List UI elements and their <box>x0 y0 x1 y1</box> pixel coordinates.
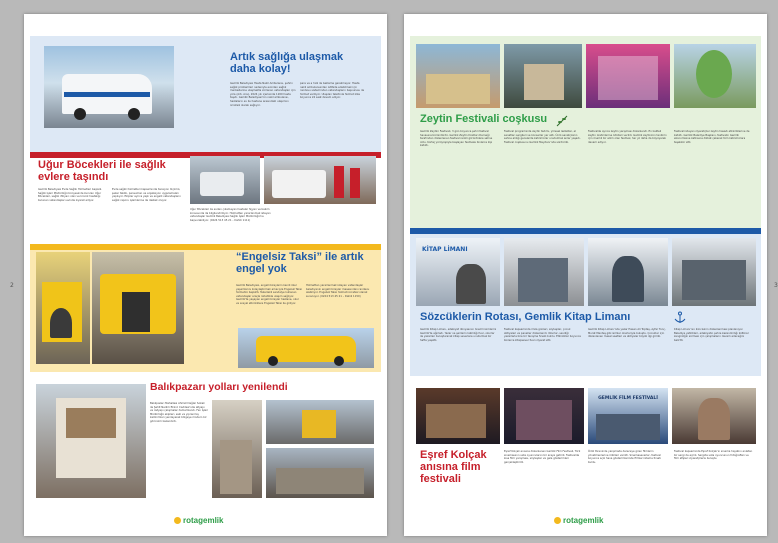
olive-photo-2 <box>504 44 582 108</box>
left-page <box>10 14 387 536</box>
olive-festival-section <box>410 36 761 228</box>
film-photo-1 <box>416 388 500 444</box>
film-title: Eşref Kolçak anısına film festivali <box>420 449 487 485</box>
roads-photo-4 <box>266 448 374 498</box>
olive-text-col3: Festivalde ayrıca zeytin yarışması düzenlendi. En kaliteli zeytin üreticilerine ödülleri verildi. Gemlik zeytininin tanıtımı için önemli bir adım olan festival, her yıl daha da büyüyerek devam ediyor. <box>588 130 667 144</box>
roads-photo-2 <box>212 400 262 498</box>
roads-photo-1 <box>36 384 146 498</box>
ambulance-text-col1: Gemlik Belediyesi Hasta Nakil Ambulansı, şehrin sağlık problemleri nedeniyle evinden sağlık merkezlerine ulaşmakta zorlanan vatandaşları için yola çıktı. Araç, 2024 yılı içerisinde 1200 hasta taşıdı. Gemlik Belediyesi'nin nakil ambulansı, hastaların ev ile hastane arasındaki ulaşımını ücretsiz olarak sağlıyor. <box>230 82 296 107</box>
home-health-title: Uğur Böcekleri ile sağlık evlere taşındı <box>38 159 166 183</box>
book-photo-4 <box>672 238 756 306</box>
taxi-text-col2: Hizmetten yararlanmak isteyen vatandaşlar belediyenin engelli bireyler masasından randevu alabiliyor. Engelsiz Taksi hizmeti ücretsiz olarak sunuluyor. (0224 513 45 21 – Dahili 1150) <box>306 284 370 298</box>
book-text-col2: Festival kapsamında imza günleri, söyleşiler, çocuk atölyeleri ve paneller düzenlendi. Okurlar, sevdiği yazarlarla bire bir tanışma fırsatı buldu. Etkinlikler boyunca binlerce kitapsever fuarı ziyaret etti. <box>504 328 581 342</box>
book-photo-2 <box>504 238 584 306</box>
taxi-section <box>30 244 381 372</box>
olive-branch-icon <box>556 112 568 124</box>
olive-photo-4 <box>674 44 756 108</box>
taxi-photo-1 <box>36 252 90 364</box>
ambulance-photo <box>44 46 174 128</box>
book-text-col1: Gemlik Kitap Limanı, edebiyat dünyasının önemli isimlerini Gemlik'te ağırladı. Yazar ve şairlerin katıldığı fuar, okurlar ile yazarları buluşturarak kitap severlere unutulmaz bir hafta yaşattı. <box>420 328 497 342</box>
film-photo-2 <box>504 388 584 444</box>
home-health-photo-1 <box>190 156 260 204</box>
book-photo-3 <box>588 238 668 306</box>
film-festival-section <box>410 376 761 504</box>
book-harbour-section <box>410 228 761 376</box>
film-photo-3 <box>588 388 668 444</box>
taxi-text-col1: Gemlik Belediyesi, engelli bireylerin kendi özel yaşamlarını kolaylaştırmak amacıyla Engelsiz Taksi hizmetini başlattı. Tekerlekli sandalye kullanan vatandaşlar araçla rahatlıkla ulaşım sağlıyor. Gemlik'te yaşayan engelli bireyler hastane, okul ve sosyal etkinliklere Engelsiz Taksi ile gidiyor. <box>236 284 302 305</box>
ambulance-text-col2: para ve a hızlı ile bekleme gerekmeyor. Hasta nakil ambulansından istifade edebilmek için randevu sisteminden vatandaşların başvurusu ile hizmet veriliyor. Ulaşılan telefonla hizmet ülke boyunca 24 saat devam ediyor. <box>300 82 365 100</box>
anchor-icon <box>674 310 686 324</box>
taxi-photo-3 <box>238 328 374 368</box>
olive-text-col2: Festival programında zeytin tadımı, yöresel lezzetler, el sanatları sergileri ve konserler yer aldı. Ünlü sanatçıların sahne aldığı gecelerde katılımcılar unutulmaz anlar yaşadı. Festival coşkusunu Gemlik Meydanı'nda sürdürdü. <box>504 130 581 144</box>
book-photo-1 <box>416 238 500 306</box>
roads-section <box>30 372 381 502</box>
page-number-left: 2 <box>10 282 14 289</box>
film-text-col2: Ödül töreninde yarışmada dereceye giren filmlerin yönetmenlerine ödülleri verildi. Sinemaseverler, festival boyunca açık hava gösterimlerinde filmleri izleme fırsatı buldu. <box>588 450 661 464</box>
olive-title: Zeytin Festivali coşkusu <box>420 113 548 125</box>
taxi-photo-2 <box>92 252 184 364</box>
film-photo-4 <box>672 388 756 444</box>
home-health-text-col1: Gemlik Belediyesi Evde Sağlık Hizmetleri başladı. Sağlık Işleri Müdürlüğü bünyesinde kurulan Uğur Böcekleri, sağlık ihtiyacı olan ve kronik hastalığı bulunan vatandaşları evinde ziyaret ediyor. <box>38 188 103 202</box>
book-text-col4: Kitap Limanı'nın ikincisinin düzenlenmesi planlanıyor. Belediye yetkilileri, edebiyatın şehre kazandırdığı kültürel zenginliğin sürmesi için çalışmaların devam edeceğini belirtti. <box>674 328 749 342</box>
roads-photo-3 <box>266 400 374 444</box>
home-health-section <box>30 152 381 244</box>
olive-text-col1: Gemlik Zeytini Festivali, 3 gün boyunca şehri festival havasına büründürdü. Gemlik Zeytin Dostları Derneği tarafından düzenlenen festival renkli görüntülere sahne oldu. Kortej yürüyüşüyle başlayan festivale binlerce kişi katıldı. <box>420 130 493 148</box>
book-banner-text: KİTAP LİMANI <box>422 246 468 253</box>
film-banner-text: GEMLİK FİLM FESTİVALİ <box>598 396 658 401</box>
rotagemlik-logo-right: rotagemlik <box>554 516 618 526</box>
olive-photo-1 <box>416 44 500 108</box>
taxi-title: “Engelsiz Taksi” ile artık engel yok <box>236 251 364 275</box>
page-number-right: 3 <box>774 282 778 289</box>
film-text-col1: Eşref Kolçak anısına düzenlenen Gemlik Film Festivali, Türk sinemasının usta oyuncularını bir araya getirdi. Festivalde kısa film yarışması, söyleşiler ve gala gösterimleri gerçekleştirildi. <box>504 450 581 464</box>
right-page <box>404 14 778 536</box>
olive-text-col4: Festivali izleyen ziyaretçiler zeytin hasadı etkinliklerine de katıldı. Gemlik Belediye Başkanı, festivalin Gemlik ekonomisine katkısına dikkat çekerek tüm katılımcılara teşekkür etti. <box>674 130 750 144</box>
home-health-photo-2 <box>264 156 376 204</box>
olive-photo-3 <box>586 44 670 108</box>
book-title: Sözcüklerin Rotası, Gemlik Kitap Limanı <box>420 311 631 323</box>
home-health-text-col3: Uğur Böcekleri ile evden çıkamayan hastalar hijyen ve bakım konusunda da bilgilendiriliyor. Hizmetten yararlanmak isteyen vatandaşlar Gemlik Belediyesi Sağlık İşleri Müdürlüğü'ne başvurabiliyor. (0224 513 45 21 – Dahili 1111) <box>190 208 271 222</box>
rotagemlik-logo: rotagemlik <box>174 516 238 526</box>
ambulance-title: Artık sağlığa ulaşmak daha kolay! <box>230 51 344 75</box>
film-text-col3: Festival kapsamında Eşref Kolçak'ın sinema hayatını anlatan bir sergi de açıldı. Sergide usta oyuncunun fotoğrafları ve film afişleri ziyaretçilerle buluştu. <box>674 450 753 461</box>
book-text-col3: Gemlik Kitap Limanı'nda yazar Hasan Ali Toptaş, Ayfer Tunç, Murat Menteş gibi isimler okurlarıyla buluştu. Çocuklar için düzenlenen masal saatleri ve atölyeler büyük ilgi gördü. <box>588 328 666 339</box>
ambulance-section <box>30 36 381 152</box>
home-health-text-col2: Evde sağlık hizmetleri kapsamında tansiyon ölçümü, şeker takibi, pansuman ve enjeksiyon uygulamaları yapılıyor. Ekipler ayrıca yaşlı ve engelli vatandaşların sağlık raporu işlemlerine de destek oluyor. <box>112 188 181 202</box>
roads-title: Balıkpazarı yolları yenilendi <box>150 381 288 393</box>
roads-text-col1: Balıkpazarı Mahallesi Ahmet Dağlar Sokak ile Şehit Nedim Ekinci Caddesi'nde altyapı ve üstyapı çalışmaları tamamlandı. Fen İşleri Müdürlüğü ekipleri, eski ve yıpranmış kaldırımları yenileyerek bölgeye modern bir görünüm kazandırdı. <box>150 402 208 423</box>
